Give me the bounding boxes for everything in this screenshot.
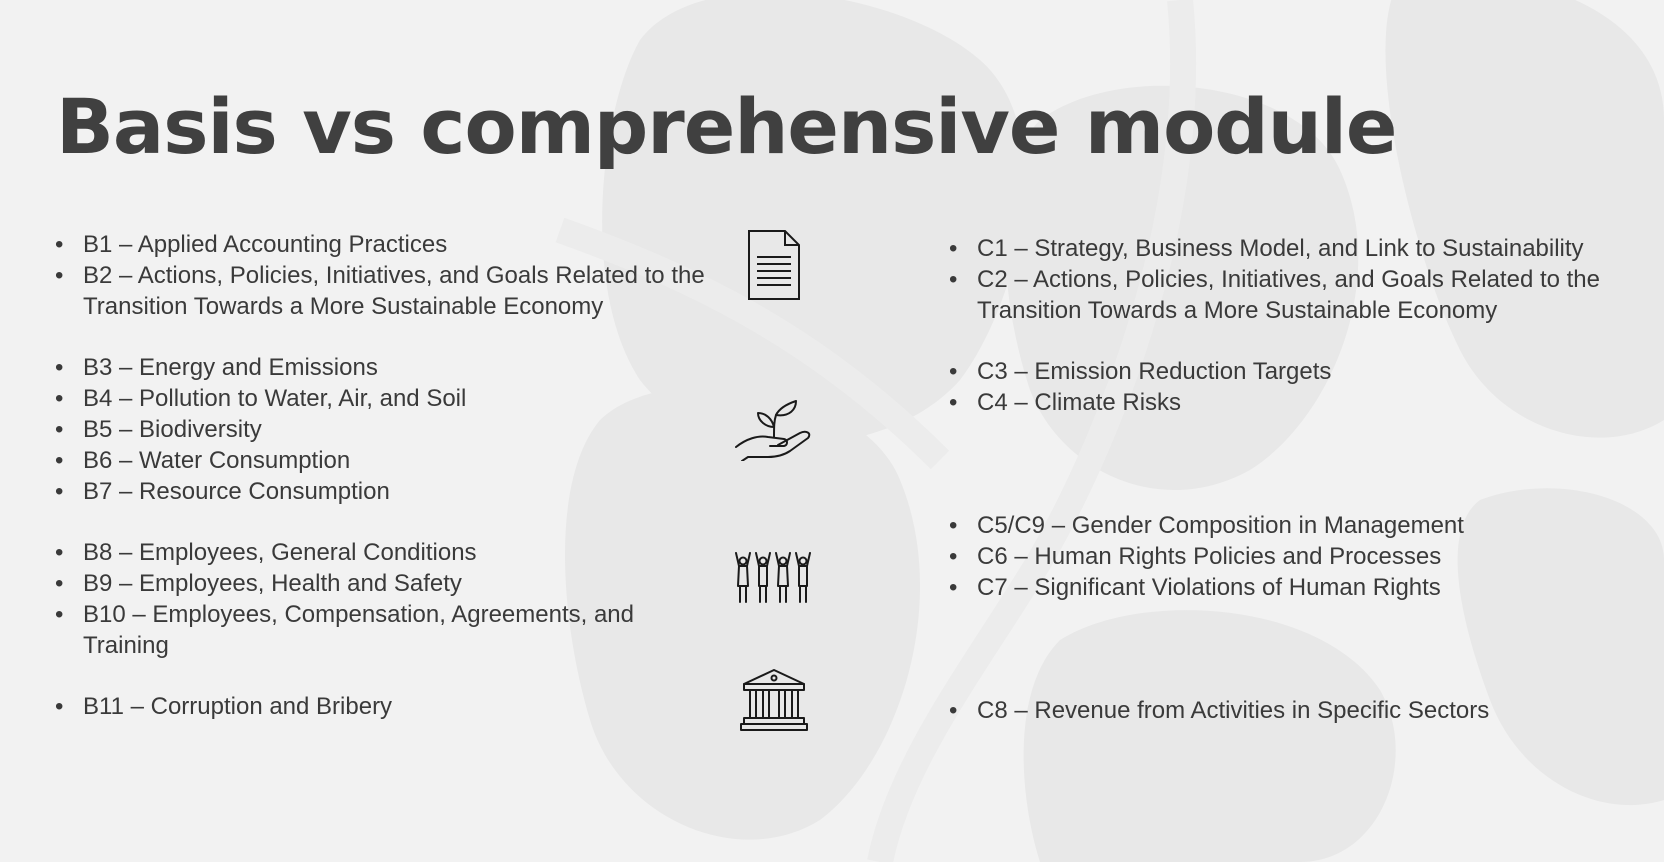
people-celebrating-icon xyxy=(734,552,814,604)
government-building-icon xyxy=(740,668,808,732)
list-item: • C4 – Climate Risks xyxy=(949,387,1629,418)
list-item: • B11 – Corruption and Bribery xyxy=(55,691,705,722)
comprehensive-module-group-3 xyxy=(949,510,1629,603)
list-item: • B5 – Biodiversity xyxy=(55,414,705,445)
list-item: • B10 – Employees, Compensation, Agreements, and Training xyxy=(55,599,705,661)
list-item: • B6 – Water Consumption xyxy=(55,445,705,476)
list-item: • B8 – Employees, General Conditions xyxy=(55,537,705,568)
basic-module-group-3 xyxy=(55,537,705,661)
list-item: • B9 – Employees, Health and Safety xyxy=(55,568,705,599)
plant-in-hand-icon xyxy=(734,399,814,461)
comprehensive-module-group-1 xyxy=(949,233,1629,326)
list-item: • B2 – Actions, Policies, Initiatives, and Goals Related to the Transition Towards a More Sustainable Economy xyxy=(55,260,705,322)
list-item: • C8 – Revenue from Activities in Specific Sectors xyxy=(949,695,1629,726)
list-item: • B3 – Energy and Emissions xyxy=(55,352,705,383)
list-item: • C5/C9 – Gender Composition in Management xyxy=(949,510,1629,541)
list-item: • B7 – Resource Consumption xyxy=(55,476,705,507)
document-icon xyxy=(748,230,800,300)
list-item: • C2 – Actions, Policies, Initiatives, and Goals Related to the Transition Towards a More Sustainable Economy xyxy=(949,264,1629,326)
comprehensive-module-group-4 xyxy=(949,695,1629,726)
slide-title: Basis vs comprehensive module xyxy=(56,82,1397,171)
list-item: • C6 – Human Rights Policies and Processes xyxy=(949,541,1629,572)
comprehensive-module-group-2 xyxy=(949,356,1629,418)
list-item: • C7 – Significant Violations of Human Rights xyxy=(949,572,1629,603)
basic-module-group-1 xyxy=(55,229,705,322)
list-item: • B1 – Applied Accounting Practices xyxy=(55,229,705,260)
basic-module-group-4 xyxy=(55,691,705,722)
list-item: • C1 – Strategy, Business Model, and Link to Sustainability xyxy=(949,233,1629,264)
list-item: • C3 – Emission Reduction Targets xyxy=(949,356,1629,387)
basic-module-group-2 xyxy=(55,352,705,507)
list-item: • B4 – Pollution to Water, Air, and Soil xyxy=(55,383,705,414)
